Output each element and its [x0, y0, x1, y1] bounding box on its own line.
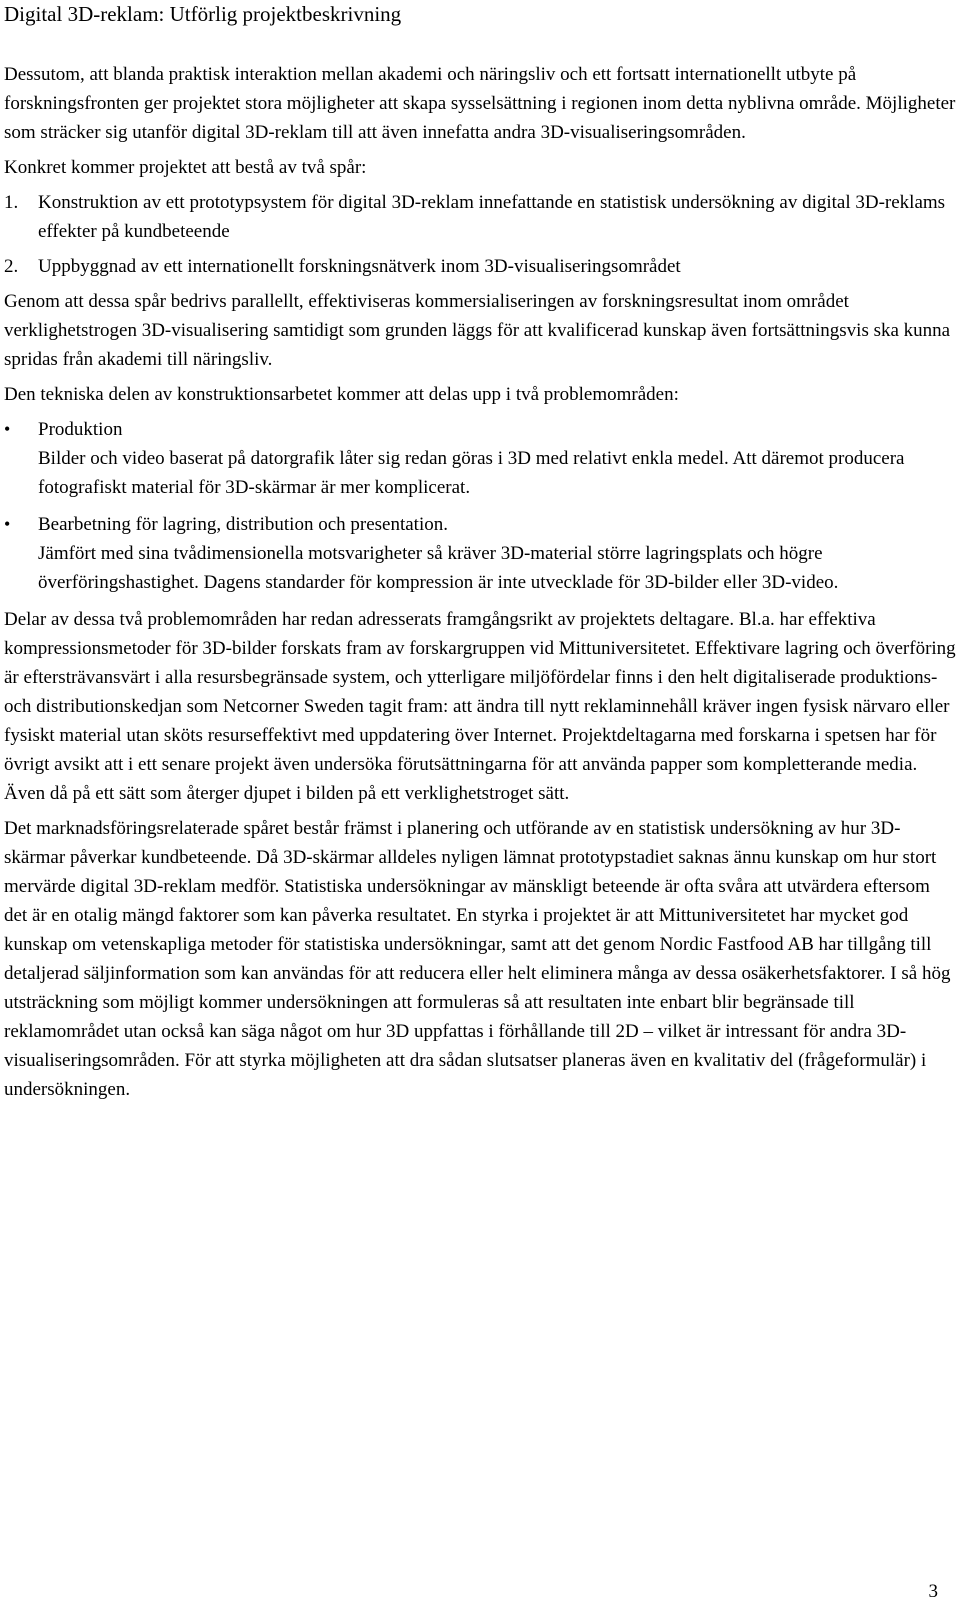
paragraph-tracks-intro: Konkret kommer projektet att bestå av två spår: [4, 157, 367, 178]
paragraph-marketing: Det marknadsföringsrelaterade spåret består främst i planering och utförande av en statistisk undersökning av hur 3D-skärmar påverkar kundbeteende. Då 3D-skärmar alldeles nyligen lämnat prototypstadiet saknas ännu kunskap om hur stort mervärde digital 3D-reklam medför. Statistiska undersökningar av mänskligt beteende är ofta svåra att utvärdera eftersom det är en otalig mängd faktorer som kan påverka resultatet. En styrka i projektet är att Mittuniversitetet har mycket god kunskap om vetenskapliga metoder för statistiska undersökningar, samt att det genom Nordic Fastfood AB har tillgång till detaljerad säljinformation som kan användas för att reducera eller helt eliminera många av dessa osäkerhetsfaktorer. I så hög utsträckning som möjligt kommer undersökningen att formuleras så att resultaten inte enbart blir begränsade till reklamområdet utan också kan säga något om hur 3D uppfattas i förhållande till 2D – vilket är intressant för andra 3D-visualiseringsområden. För att styrka möjligheten att dra sådan slutsatser planeras även en kvalitativ del (frågeformulär) i undersökningen. [4, 818, 951, 1100]
numbered-item-1 [4, 188, 956, 246]
paragraph-intro: Dessutom, att blanda praktisk interaktion mellan akademi och näringsliv och ett fortsatt internationellt utbyte på forskningsfronten ger projektet stora möjligheter att skapa sysselsättning i regionen inom detta nyblivna område. Möjligheter som sträcker sig utanför digital 3D-reklam till att även innefatta andra 3D-visualiseringsområden. [4, 64, 956, 143]
list-item-text: Uppbyggnad av ett internationellt forskningsnätverk inom 3D-visualiseringsområdet [38, 256, 681, 277]
bullet-title: Bearbetning för lagring, distribution och presentation. [38, 514, 448, 535]
list-item-text: Konstruktion av ett prototypsystem för digital 3D-reklam innefattande en statistisk undersökning av digital 3D-reklams effekter på kundbeteende [38, 192, 946, 242]
bullet-title: Produktion [38, 419, 123, 440]
bullet-body [38, 415, 956, 502]
bullet-icon: • [4, 514, 11, 534]
paragraph-parallel: Genom att dessa spår bedrivs parallellt, effektiviseras kommersialiseringen av forskningsresultat inom området verklighetstrogen 3D-visualisering samtidigt som grunden läggs för att kvalificerad kunskap även fortsättningsvis ska kunna spridas från akademi till näringsliv. [4, 291, 951, 370]
bullet-text: Jämfört med sina tvådimensionella motsvarigheter så kräver 3D-material större lagringsplats och högre överföringshastighet. Dagens standarder för kompression är inte utvecklade för 3D-bilder eller 3D-video. [38, 543, 839, 593]
bullet-body [38, 510, 956, 597]
page-number: 3 [928, 1581, 938, 1602]
page-header-title: Digital 3D-reklam: Utförlig projektbeskrivning [4, 2, 402, 26]
bullet-icon: • [4, 419, 11, 439]
bullet-item-produktion [4, 415, 956, 502]
list-number: 2. [4, 256, 19, 277]
paragraph-problem-areas: Den tekniska delen av konstruktionsarbetet kommer att delas upp i två problemområden: [4, 384, 679, 405]
bullet-item-bearbetning [4, 510, 956, 597]
list-number: 1. [4, 192, 19, 213]
numbered-item-2 [4, 252, 956, 281]
document-body [4, 60, 956, 1104]
bullet-text: Bilder och video baserat på datorgrafik låter sig redan göras i 3D med relativt enkla medel. Att däremot producera fotografiskt material för 3D-skärmar är mer komplicerat. [38, 448, 905, 498]
paragraph-addressed: Delar av dessa två problemområden har redan adresserats framgångsrikt av projektets deltagare. Bl.a. har effektiva kompressionsmetoder för 3D-bilder forskats fram av forskargruppen vid Mittuniversitetet. Effektivare lagring och överföring är eftersträvansvärt i alla resursbegränsade system, och ytterligare miljöfördelar finns i den helt digitaliserade produktions- och distributionskedjan som Netcorner Sweden tagit fram: att ändra till nytt reklaminnehåll kräver ingen fysisk närvaro eller fysiskt material utan sköts resurseffektivt med uppdatering över Internet. Projektdeltagarna med forskarna i spetsen har för övrigt avsikt att i ett senare projekt även undersöka förutsättningarna för att använda papper som kompletterande media. Även då på ett sätt som återger djupet i bilden på ett verklighetstroget sätt. [4, 609, 956, 804]
